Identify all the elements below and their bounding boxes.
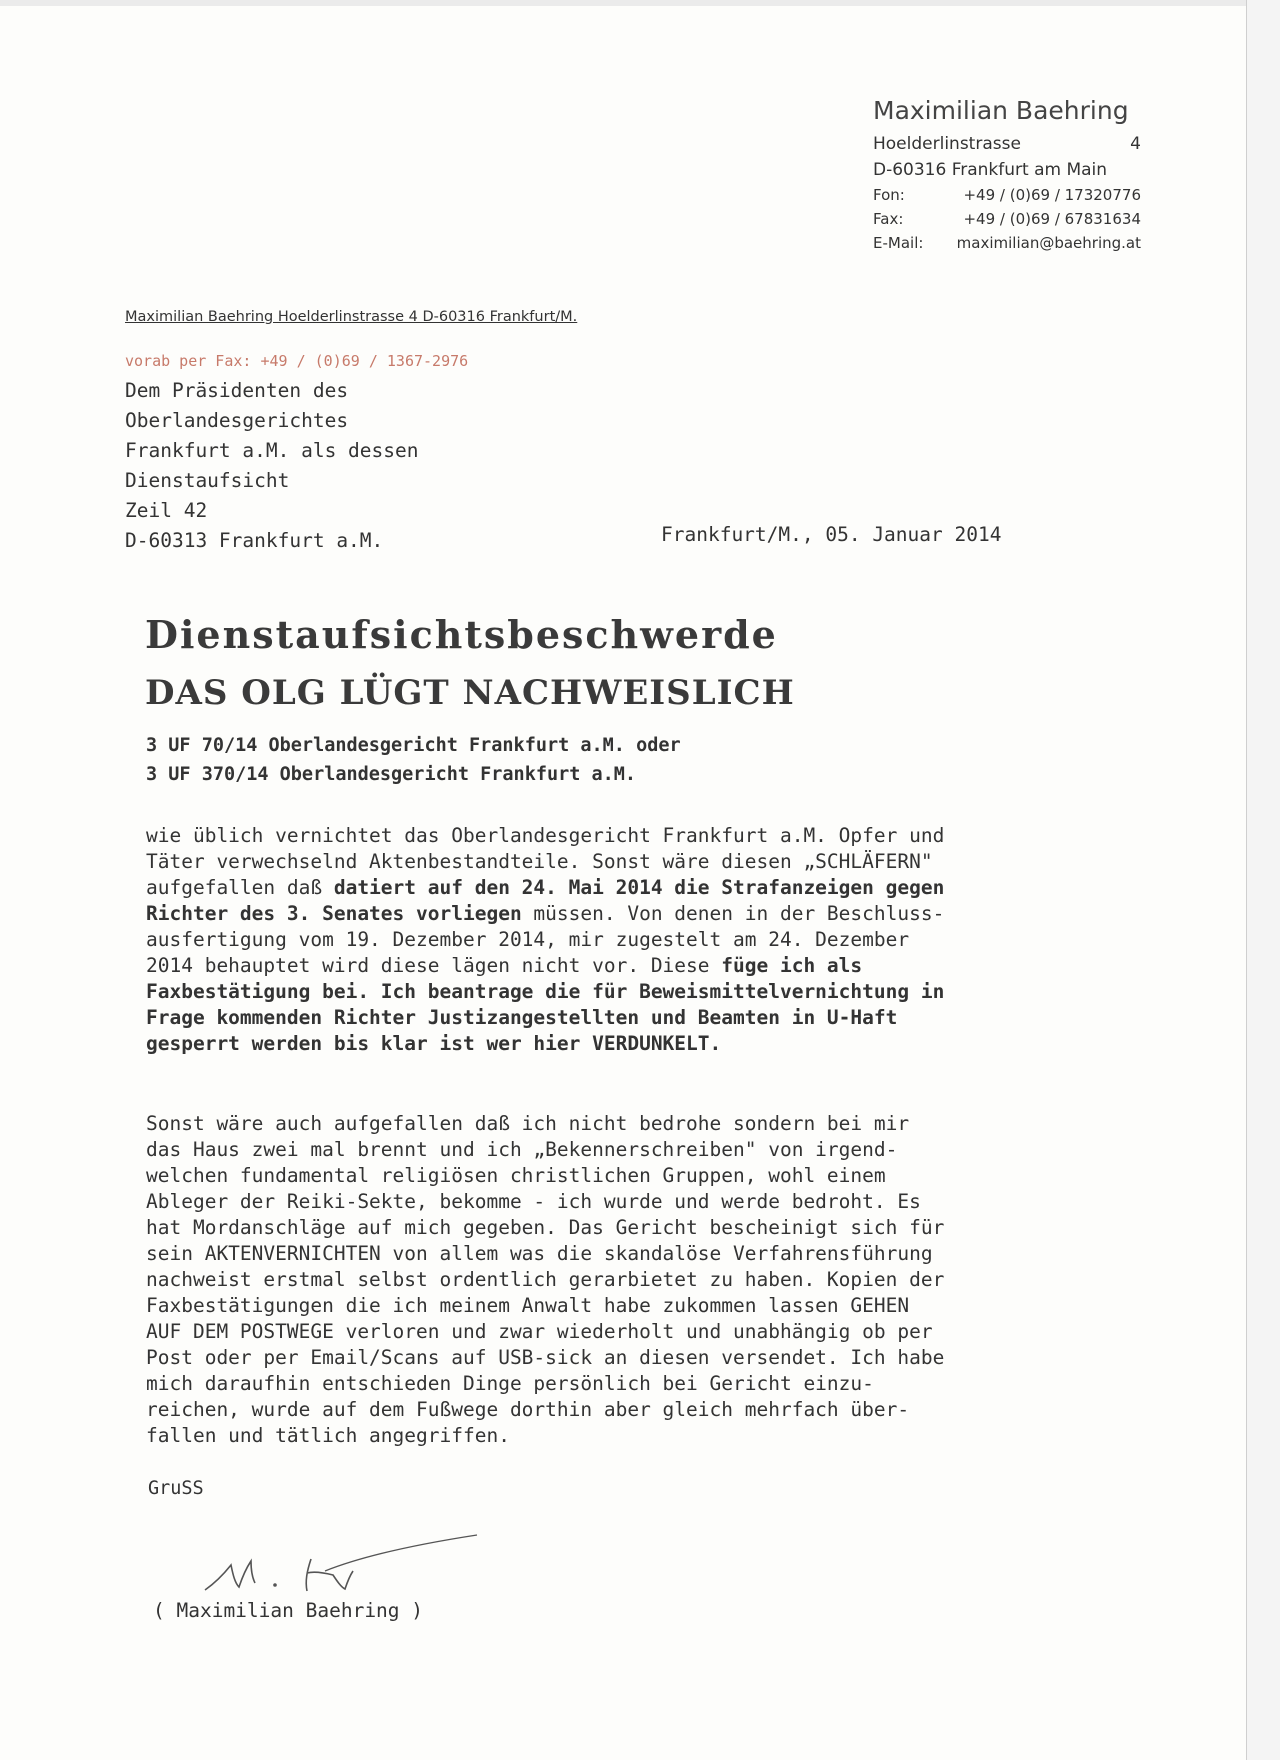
recipient-line: Zeil 42 bbox=[125, 499, 208, 522]
recipient-address bbox=[125, 376, 419, 556]
fax-label: Fax: bbox=[873, 210, 904, 228]
paragraph-line bbox=[146, 901, 944, 927]
paragraph-line: nachweist erstmal selbst ordentlich gerarbietet zu haben. Kopien der bbox=[146, 1268, 945, 1291]
letterhead-email-row bbox=[873, 231, 1141, 255]
letterhead-phone-row bbox=[873, 183, 1141, 207]
paragraph-line: fallen und tätlich angegriffen. bbox=[146, 1424, 510, 1447]
greeting: GruSS bbox=[148, 1478, 204, 1499]
letterhead-street: Hoelderlinstrasse bbox=[873, 134, 1021, 154]
text-run: aufgefallen daß bbox=[146, 876, 334, 899]
paragraph-line: sein AKTENVERNICHTEN von allem was die skandalöse Verfahrensführung bbox=[146, 1242, 933, 1265]
document-title: Dienstaufsichtsbeschwerde bbox=[145, 612, 778, 657]
text-run: müssen. Von denen in der Beschluss- bbox=[521, 902, 945, 925]
text-run: 2014 behauptet wird diese lägen nicht vor. Diese bbox=[146, 954, 722, 977]
paragraph-line: Faxbestätigungen die ich meinem Anwalt habe zukommen lassen GEHEN bbox=[146, 1294, 910, 1317]
bold-text-run: füge ich als bbox=[721, 954, 863, 977]
body-paragraph-2 bbox=[146, 1111, 944, 1449]
paragraph-line bbox=[146, 1005, 944, 1031]
paragraph-line: Post oder per Email/Scans auf USB-sick an diesen versendet. Ich habe bbox=[146, 1346, 945, 1369]
recipient-line: Dem Präsidenten des bbox=[125, 379, 349, 402]
phone-label: Fon: bbox=[873, 186, 905, 204]
paragraph-line: hat Mordanschläge auf mich gegeben. Das Gericht bescheinigt sich für bbox=[146, 1216, 945, 1239]
email-address: maximilian@baehring.at bbox=[956, 234, 1141, 252]
paragraph-line bbox=[146, 1031, 944, 1057]
body-paragraph-1 bbox=[146, 823, 944, 1057]
paragraph-line: Sonst wäre auch aufgefallen daß ich nicht bedrohe sondern bei mir bbox=[146, 1112, 910, 1135]
paragraph-line: reichen, wurde auf dem Fußwege dorthin aber gleich mehrfach über- bbox=[146, 1398, 910, 1421]
date-line: Frankfurt/M., 05. Januar 2014 bbox=[661, 523, 1002, 546]
letterhead-city: D-60316 Frankfurt am Main bbox=[873, 160, 1108, 180]
email-label: E-Mail: bbox=[873, 234, 924, 252]
paragraph-line: welchen fundamental religiösen christlichen Gruppen, wohl einem bbox=[146, 1164, 886, 1187]
recipient-line: Dienstaufsicht bbox=[125, 469, 290, 492]
document-subtitle: DAS OLG LÜGT NACHWEISLICH bbox=[145, 673, 795, 713]
letterhead-city-row bbox=[873, 157, 1141, 183]
paragraph-line: das Haus zwei mal brennt und ich „Bekennerschreiben" von irgend- bbox=[146, 1138, 898, 1161]
paragraph-line: Ableger der Reiki-Sekte, bekomme - ich wurde und werde bedroht. Es bbox=[146, 1190, 921, 1213]
return-address: Maximilian Baehring Hoelderlinstrasse 4 D-60316 Frankfurt/M. bbox=[125, 309, 578, 325]
paragraph-line: wie üblich vernichtet das Oberlandesgericht Frankfurt a.M. Opfer und bbox=[146, 824, 945, 847]
fax-note: vorab per Fax: +49 / (0)69 / 1367-2976 bbox=[125, 352, 469, 370]
bold-text-run: Richter des 3. Senates vorliegen bbox=[146, 902, 522, 925]
letterhead-house-number: 4 bbox=[1130, 134, 1141, 154]
scan-right-edge bbox=[1246, 0, 1280, 1760]
bold-text-run: gesperrt werden bis klar ist wer hier VERDUNKELT. bbox=[146, 1032, 722, 1055]
phone-number: +49 / (0)69 / 17320776 bbox=[963, 186, 1141, 204]
paragraph-line: Täter verwechselnd Aktenbestandteile. Sonst wäre diesen „SCHLÄFERN" bbox=[146, 850, 933, 873]
paragraph-line bbox=[146, 875, 944, 901]
letterhead bbox=[873, 96, 1141, 255]
recipient-line: Frankfurt a.M. als dessen bbox=[125, 439, 419, 462]
case-reference: 3 UF 70/14 Oberlandesgericht Frankfurt a.M. oder bbox=[146, 735, 681, 756]
bold-text-run: datiert auf den 24. Mai 2014 die Strafanzeigen gegen bbox=[333, 876, 945, 899]
fax-number: +49 / (0)69 / 67831634 bbox=[963, 210, 1141, 228]
handwritten-signature bbox=[195, 1525, 485, 1605]
letterhead-street-row bbox=[873, 131, 1141, 157]
letterhead-fax-row bbox=[873, 207, 1141, 231]
paragraph-line: AUF DEM POSTWEGE verloren und zwar wiederholt und unabhängig ob per bbox=[146, 1320, 933, 1343]
letterhead-name: Maximilian Baehring bbox=[873, 96, 1129, 125]
paragraph-line bbox=[146, 979, 944, 1005]
paragraph-line: mich daraufhin entschieden Dinge persönlich bei Gericht einzu- bbox=[146, 1372, 874, 1395]
recipient-line: D-60313 Frankfurt a.M. bbox=[125, 529, 384, 552]
case-reference: 3 UF 370/14 Oberlandesgericht Frankfurt a.M. bbox=[146, 764, 637, 785]
paragraph-line: ausfertigung vom 19. Dezember 2014, mir zugestelt am 24. Dezember bbox=[146, 928, 910, 951]
signature-name: ( Maximilian Baehring ) bbox=[153, 1599, 424, 1622]
scan-top-edge bbox=[0, 0, 1246, 6]
bold-text-run: Faxbestätigung bei. Ich beantrage die für Beweismittelvernichtung in bbox=[146, 980, 945, 1003]
paragraph-line bbox=[146, 953, 944, 979]
recipient-line: Oberlandesgerichtes bbox=[125, 409, 349, 432]
case-references bbox=[146, 731, 681, 789]
bold-text-run: Frage kommenden Richter Justizangestellten und Beamten in U-Haft bbox=[146, 1006, 898, 1029]
